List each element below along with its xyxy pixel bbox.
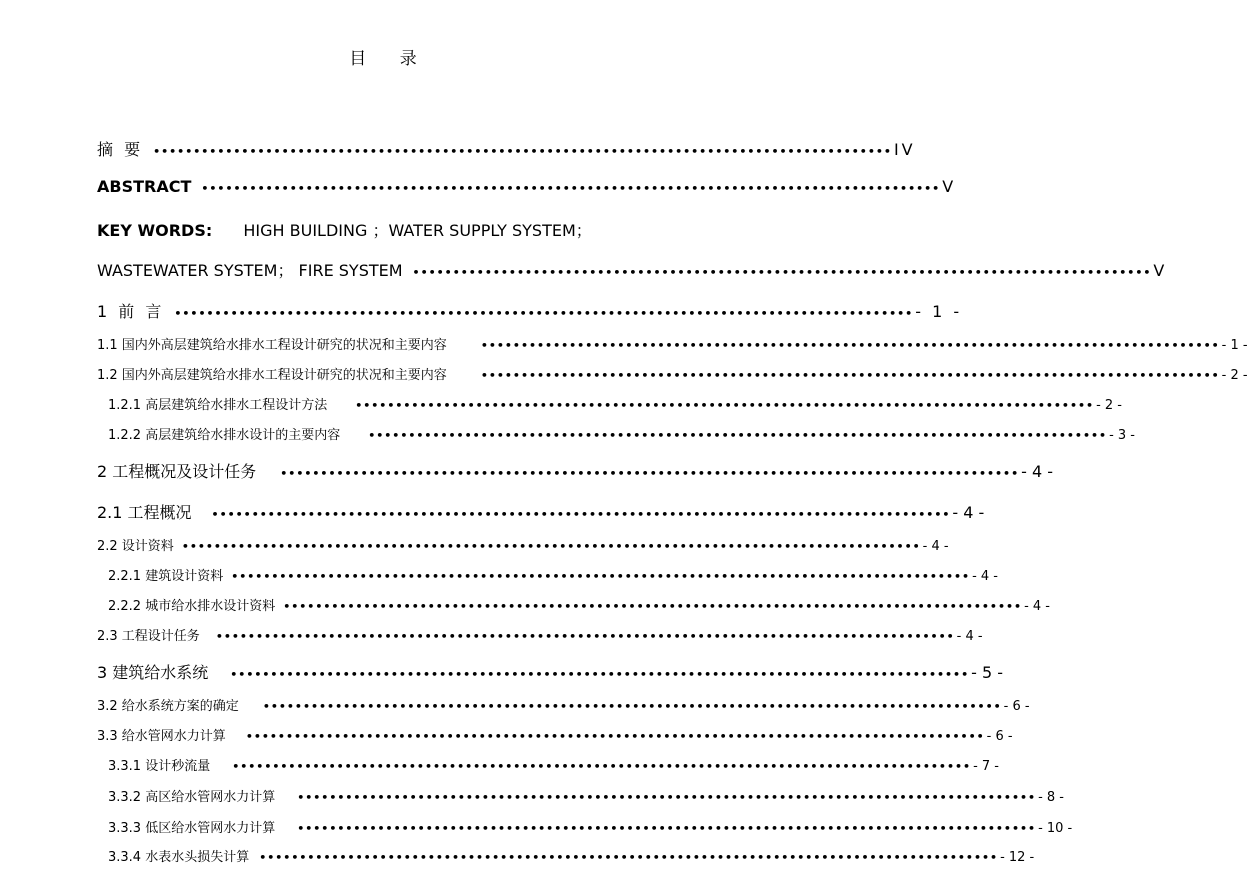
toc-entry-page: - 4 - [1021, 462, 1054, 481]
toc-entry-ch1[interactable] [97, 299, 963, 322]
toc-entry-label: 3.3.3 低区给水管网水力计算 [108, 821, 276, 836]
leader-dots: •••••••••••••••••••••••••••••••••••••••••••••••••••••••••••••••••••••••••••••••••••••••••••• [215, 630, 955, 643]
toc-entry-keywords-cont[interactable] [97, 258, 1165, 281]
leader-dots: •••••••••••••••••••••••••••••••••••••••••••••••••••••••••••••••••••••••••••••••••••••••••••• [201, 182, 941, 195]
toc-entry-label: 3.2 给水系统方案的确定 [97, 699, 239, 714]
toc-entry-2-2-2[interactable] [108, 595, 1050, 614]
toc-entry-page: - 5 - [971, 663, 1004, 682]
toc-entry-1-2-2[interactable] [108, 424, 1135, 443]
toc-entry-label: 3.3 给水管网水力计算 [97, 729, 226, 744]
leader-dots: •••••••••••••••••••••••••••••••••••••••••••••••••••••••••••••••••••••••••••••••••••••••••••• [297, 791, 1037, 804]
toc-entry-1-2-1[interactable] [108, 394, 1122, 413]
leader-dots: •••••••••••••••••••••••••••••••••••••••••••••••••••••••••••••••••••••••••••••••••••••••••••• [283, 600, 1023, 613]
leader-dots: •••••••••••••••••••••••••••••••••••••••••••••••••••••••••••••••••••••••••••••••••••••••••••• [245, 730, 985, 743]
toc-entry-page: - 10 - [1038, 821, 1073, 836]
toc-entry-2-2[interactable] [97, 535, 949, 554]
toc-entry-label: 2 工程概况及设计任务 [97, 462, 257, 481]
toc-entry-page: IV [893, 140, 916, 159]
toc-entry-page: - 2 - [1096, 398, 1122, 413]
leader-dots: •••••••••••••••••••••••••••••••••••••••••••••••••••••••••••••••••••••••••••••••••••••••••••• [259, 851, 999, 864]
toc-entry-1-1[interactable] [97, 334, 1248, 353]
toc-entry-label: 1.2 国内外高层建筑给水排水工程设计研究的状况和主要内容 [97, 368, 447, 383]
toc-entry-page: - 7 - [973, 759, 999, 774]
toc-entry-page: - 4 - [922, 539, 949, 554]
toc-entry-label: 1.1 国内外高层建筑给水排水工程设计研究的状况和主要内容 [97, 338, 447, 353]
toc-entry-ch3[interactable] [97, 660, 1004, 683]
toc-entry-page: - 4 - [972, 569, 998, 584]
toc-entry-label: ABSTRACT [97, 177, 192, 196]
keywords-text: HIGH BUILDING ；WATER SUPPLY SYSTEM； [243, 221, 592, 240]
toc-entry-abstract-en[interactable] [97, 177, 954, 196]
toc-entry-label: 3.3.1 设计秒流量 [108, 759, 211, 774]
leader-dots: •••••••••••••••••••••••••••••••••••••••••••••••••••••••••••••••••••••••••••••••••••••••••••• [153, 145, 892, 158]
toc-entry-2-2-1[interactable] [108, 565, 998, 584]
leader-dots: •••••••••••••••••••••••••••••••••••••••••••••••••••••••••••••••••••••••••••••••••••••••••••• [262, 700, 1002, 713]
toc-entry-label: WASTEWATER SYSTEM； FIRE SYSTEM [97, 261, 403, 280]
leader-dots: •••••••••••••••••••••••••••••••••••••••••••••••••••••••••••••••••••••••••••••••••••••••••••• [355, 399, 1095, 412]
page-title: 目 录 [349, 49, 431, 69]
toc-entry-label: 1 前 言 [97, 302, 165, 321]
toc-entry-3-3-4[interactable] [108, 846, 1035, 865]
toc-entry-label: 摘 要 [97, 140, 144, 159]
leader-dots: •••••••••••••••••••••••••••••••••••••••••••••••••••••••••••••••••••••••••••••••••••••••••••• [174, 307, 914, 320]
leader-dots: •••••••••••••••••••••••••••••••••••••••••••••••••••••••••••••••••••••••••••••••••••••••••••• [230, 668, 970, 681]
toc-entry-3-3-1[interactable] [108, 755, 999, 774]
toc-entry-label: 1.2.2 高层建筑给水排水设计的主要内容 [108, 428, 341, 443]
toc-entry-label: 2.3 工程设计任务 [97, 629, 200, 644]
leader-dots: •••••••••••••••••••••••••••••••••••••••••••••••••••••••••••••••••••••••••••••••••••••••••••• [480, 339, 1220, 352]
toc-entry-1-2[interactable] [97, 364, 1248, 383]
toc-entry-label: 3 建筑给水系统 [97, 663, 209, 682]
toc-entry-label: 1.2.1 高层建筑给水排水工程设计方法 [108, 398, 328, 413]
toc-entry-page: - 1 - [915, 302, 963, 321]
leader-dots: •••••••••••••••••••••••••••••••••••••••••••••••••••••••••••••••••••••••••••••••••••••••••••• [231, 570, 971, 583]
toc-entry-page: - 6 - [1003, 699, 1030, 714]
toc-entry-label: 2.2.1 建筑设计资料 [108, 569, 224, 584]
toc-entry-page: - 3 - [1109, 428, 1135, 443]
toc-entry-3-3[interactable] [97, 725, 1013, 744]
toc-entry-3-3-3[interactable] [108, 817, 1073, 836]
toc-entry-label: 2.1 工程概况 [97, 503, 192, 522]
keywords-line [97, 218, 592, 241]
toc-entry-page: - 1 - [1221, 338, 1248, 353]
keywords-label: KEY WORDS: [97, 221, 213, 240]
leader-dots: •••••••••••••••••••••••••••••••••••••••••••••••••••••••••••••••••••••••••••••••••••••••••••• [368, 429, 1108, 442]
leader-dots: •••••••••••••••••••••••••••••••••••••••••••••••••••••••••••••••••••••••••••••••••••••••••••• [412, 266, 1152, 279]
toc-entry-2-1[interactable] [97, 500, 985, 523]
toc-entry-ch2[interactable] [97, 459, 1054, 482]
toc-entry-page: - 4 - [1024, 599, 1050, 614]
leader-dots: •••••••••••••••••••••••••••••••••••••••••••••••••••••••••••••••••••••••••••••••••••••••••••• [232, 760, 972, 773]
toc-entry-page: - 2 - [1221, 368, 1248, 383]
toc-entry-3-3-2[interactable] [108, 786, 1064, 805]
toc-entry-label: 2.2.2 城市给水排水设计资料 [108, 599, 276, 614]
toc-entry-page: - 8 - [1038, 790, 1064, 805]
toc-entry-page: V [942, 177, 954, 196]
toc-entry-page: - 6 - [986, 729, 1013, 744]
toc-entry-label: 3.3.4 水表水头损失计算 [108, 850, 250, 865]
toc-entry-label: 3.3.2 高区给水管网水力计算 [108, 790, 276, 805]
leader-dots: •••••••••••••••••••••••••••••••••••••••••••••••••••••••••••••••••••••••••••••••••••••••••••• [480, 369, 1220, 382]
leader-dots: •••••••••••••••••••••••••••••••••••••••••••••••••••••••••••••••••••••••••••••••••••••••••••• [211, 508, 951, 521]
toc-entry-page: - 4 - [956, 629, 983, 644]
leader-dots: •••••••••••••••••••••••••••••••••••••••••••••••••••••••••••••••••••••••••••••••••••••••••••• [297, 822, 1037, 835]
toc-entry-page: - 4 - [952, 503, 985, 522]
toc-entry-page: - 12 - [1000, 850, 1035, 865]
leader-dots: •••••••••••••••••••••••••••••••••••••••••••••••••••••••••••••••••••••••••••••••••••••••••••• [181, 540, 921, 553]
leader-dots: •••••••••••••••••••••••••••••••••••••••••••••••••••••••••••••••••••••••••••••••••••••••••••• [280, 467, 1020, 480]
toc-entry-label: 2.2 设计资料 [97, 539, 174, 554]
toc-entry-2-3[interactable] [97, 625, 983, 644]
toc-entry-3-2[interactable] [97, 695, 1030, 714]
toc-entry-abstract-cn[interactable] [97, 137, 916, 160]
toc-entry-page: V [1153, 261, 1165, 280]
